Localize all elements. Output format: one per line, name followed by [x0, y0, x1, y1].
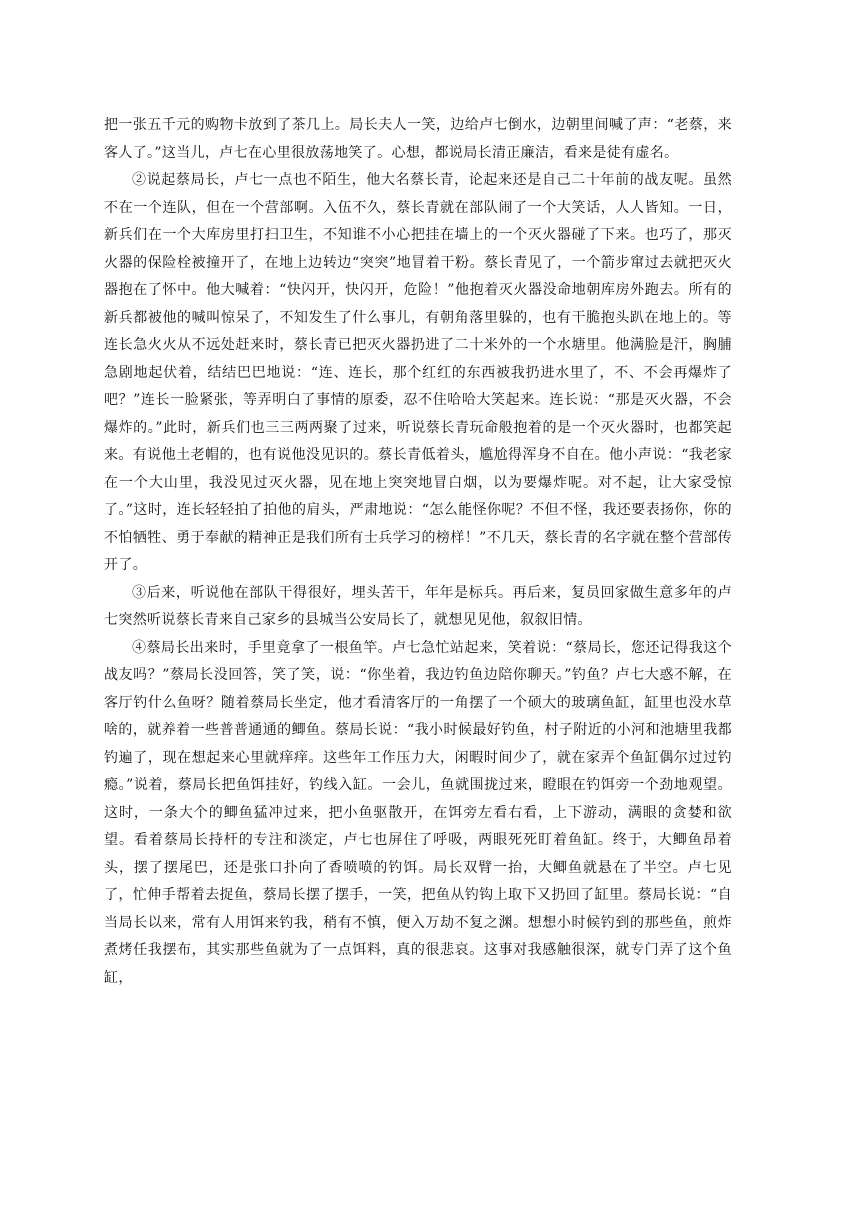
document-page	[104, 112, 732, 992]
paragraph-opening: 把一张五千元的购物卡放到了茶几上。局长夫人一笑，边给卢七倒水，边朝里间喊了声：“老蔡，来客人了。”这当儿，卢七在心里很放荡地笑了。心想，都说局长清正廉洁，看来是徒有虚名。	[104, 117, 732, 161]
paragraph-4: ④蔡局长出来时，手里竟拿了一根鱼竿。卢七急忙站起来，笑着说：“蔡局长，您还记得我这个战友吗？”蔡局长没回答，笑了笑，说：“你坐着，我边钓鱼边陪你聊天。”钓鱼？卢七大惑不解，在客厅钓什么鱼呀？随着蔡局长坐定，他才看清客厅的一角摆了一个硕大的玻璃鱼缸，缸里也没水草啥的，就养着一些普普通通的鲫鱼。蔡局长说：“我小时候最好钓鱼，村子附近的小河和池塘里我都钓遍了，现在想起来心里就痒痒。这些年工作压力大，闲暇时间少了，就在家弄个鱼缸偶尔过过钓瘾。”说着，蔡局长把鱼饵挂好，钓线入缸。一会儿，鱼就围拢过来，瞪眼在钓饵旁一个劲地观望。这时，一条大个的鲫鱼猛冲过来，把小鱼驱散开，在饵旁左看右看，上下游动，满眼的贪婪和欲望。看着蔡局长持杆的专注和淡定，卢七也屏住了呼吸，两眼死死盯着鱼缸。终于，大鲫鱼昂着头，摆了摆尾巴，还是张口扑向了香喷喷的钓饵。局长双臂一抬，大鲫鱼就悬在了半空。卢七见了，忙伸手帮着去捉鱼，蔡局长摆了摆手，一笑，把鱼从钓钩上取下又扔回了缸里。蔡局长说：“自当局长以来，常有人用饵来钓我，稍有不慎，便入万劫不复之渊。想想小时候钓到的那些鱼，煎炸煮烤任我摆布，其实那些鱼就为了一点饵料，真的很悲哀。这事对我感触很深，就专门弄了这个鱼缸，	[104, 639, 732, 986]
paragraph-2: ②说起蔡局长，卢七一点也不陌生，他大名蔡长青，论起来还是自己二十年前的战友呢。虽然不在一个连队，但在一个营部啊。入伍不久，蔡长青就在部队闹了一个大笑话，人人皆知。一日，新兵们在一个大库房里打扫卫生，不知谁不小心把挂在墙上的一个灭火器碰了下来。也巧了，那灭火器的保险栓被撞开了，在地上边转边“突突”地冒着干粉。蔡长青见了，一个箭步窜过去就把灭火器抱在了怀中。他大喊着：“快闪开，快闪开，危险！”他抱着灭火器没命地朝库房外跑去。所有的新兵都被他的喊叫惊呆了，不知发生了什么事儿，有朝角落里躲的，也有干脆抱头趴在地上的。等连长急火火从不远处赶来时，蔡长青已把灭火器扔进了二十米外的一个水塘里。他满脸是汗，胸脯急剧地起伏着，结结巴巴地说：“连、连长，那个红红的东西被我扔进水里了，不、不会再爆炸了吧？”连长一脸紧张，等弄明白了事情的原委，忍不住哈哈大笑起来。连长说：“那是灭火器，不会爆炸的。”此时，新兵们也三三两两聚了过来，听说蔡长青玩命般抱着的是一个灭火器时，也都笑起来。有说他土老帽的，也有说他没见识的。蔡长青低着头，尴尬得浑身不自在。他小声说：“我老家在一个大山里，我没见过灭火器，见在地上突突地冒白烟，以为要爆炸呢。对不起，让大家受惊了。”这时，连长轻轻拍了拍他的肩头，严肃地说：“怎么能怪你呢？不但不怪，我还要表扬你，你的不怕牺牲、勇于奉献的精神正是我们所有士兵学习的榜样！”不几天，蔡长青的名字就在整个营部传开了。	[104, 172, 732, 573]
paragraph-3: ③后来，听说他在部队干得很好，埋头苦干，年年是标兵。再后来，复员回家做生意多年的卢七突然听说蔡长青来自己家乡的县城当公安局长了，就想见见他，叙叙旧情。	[104, 584, 732, 628]
